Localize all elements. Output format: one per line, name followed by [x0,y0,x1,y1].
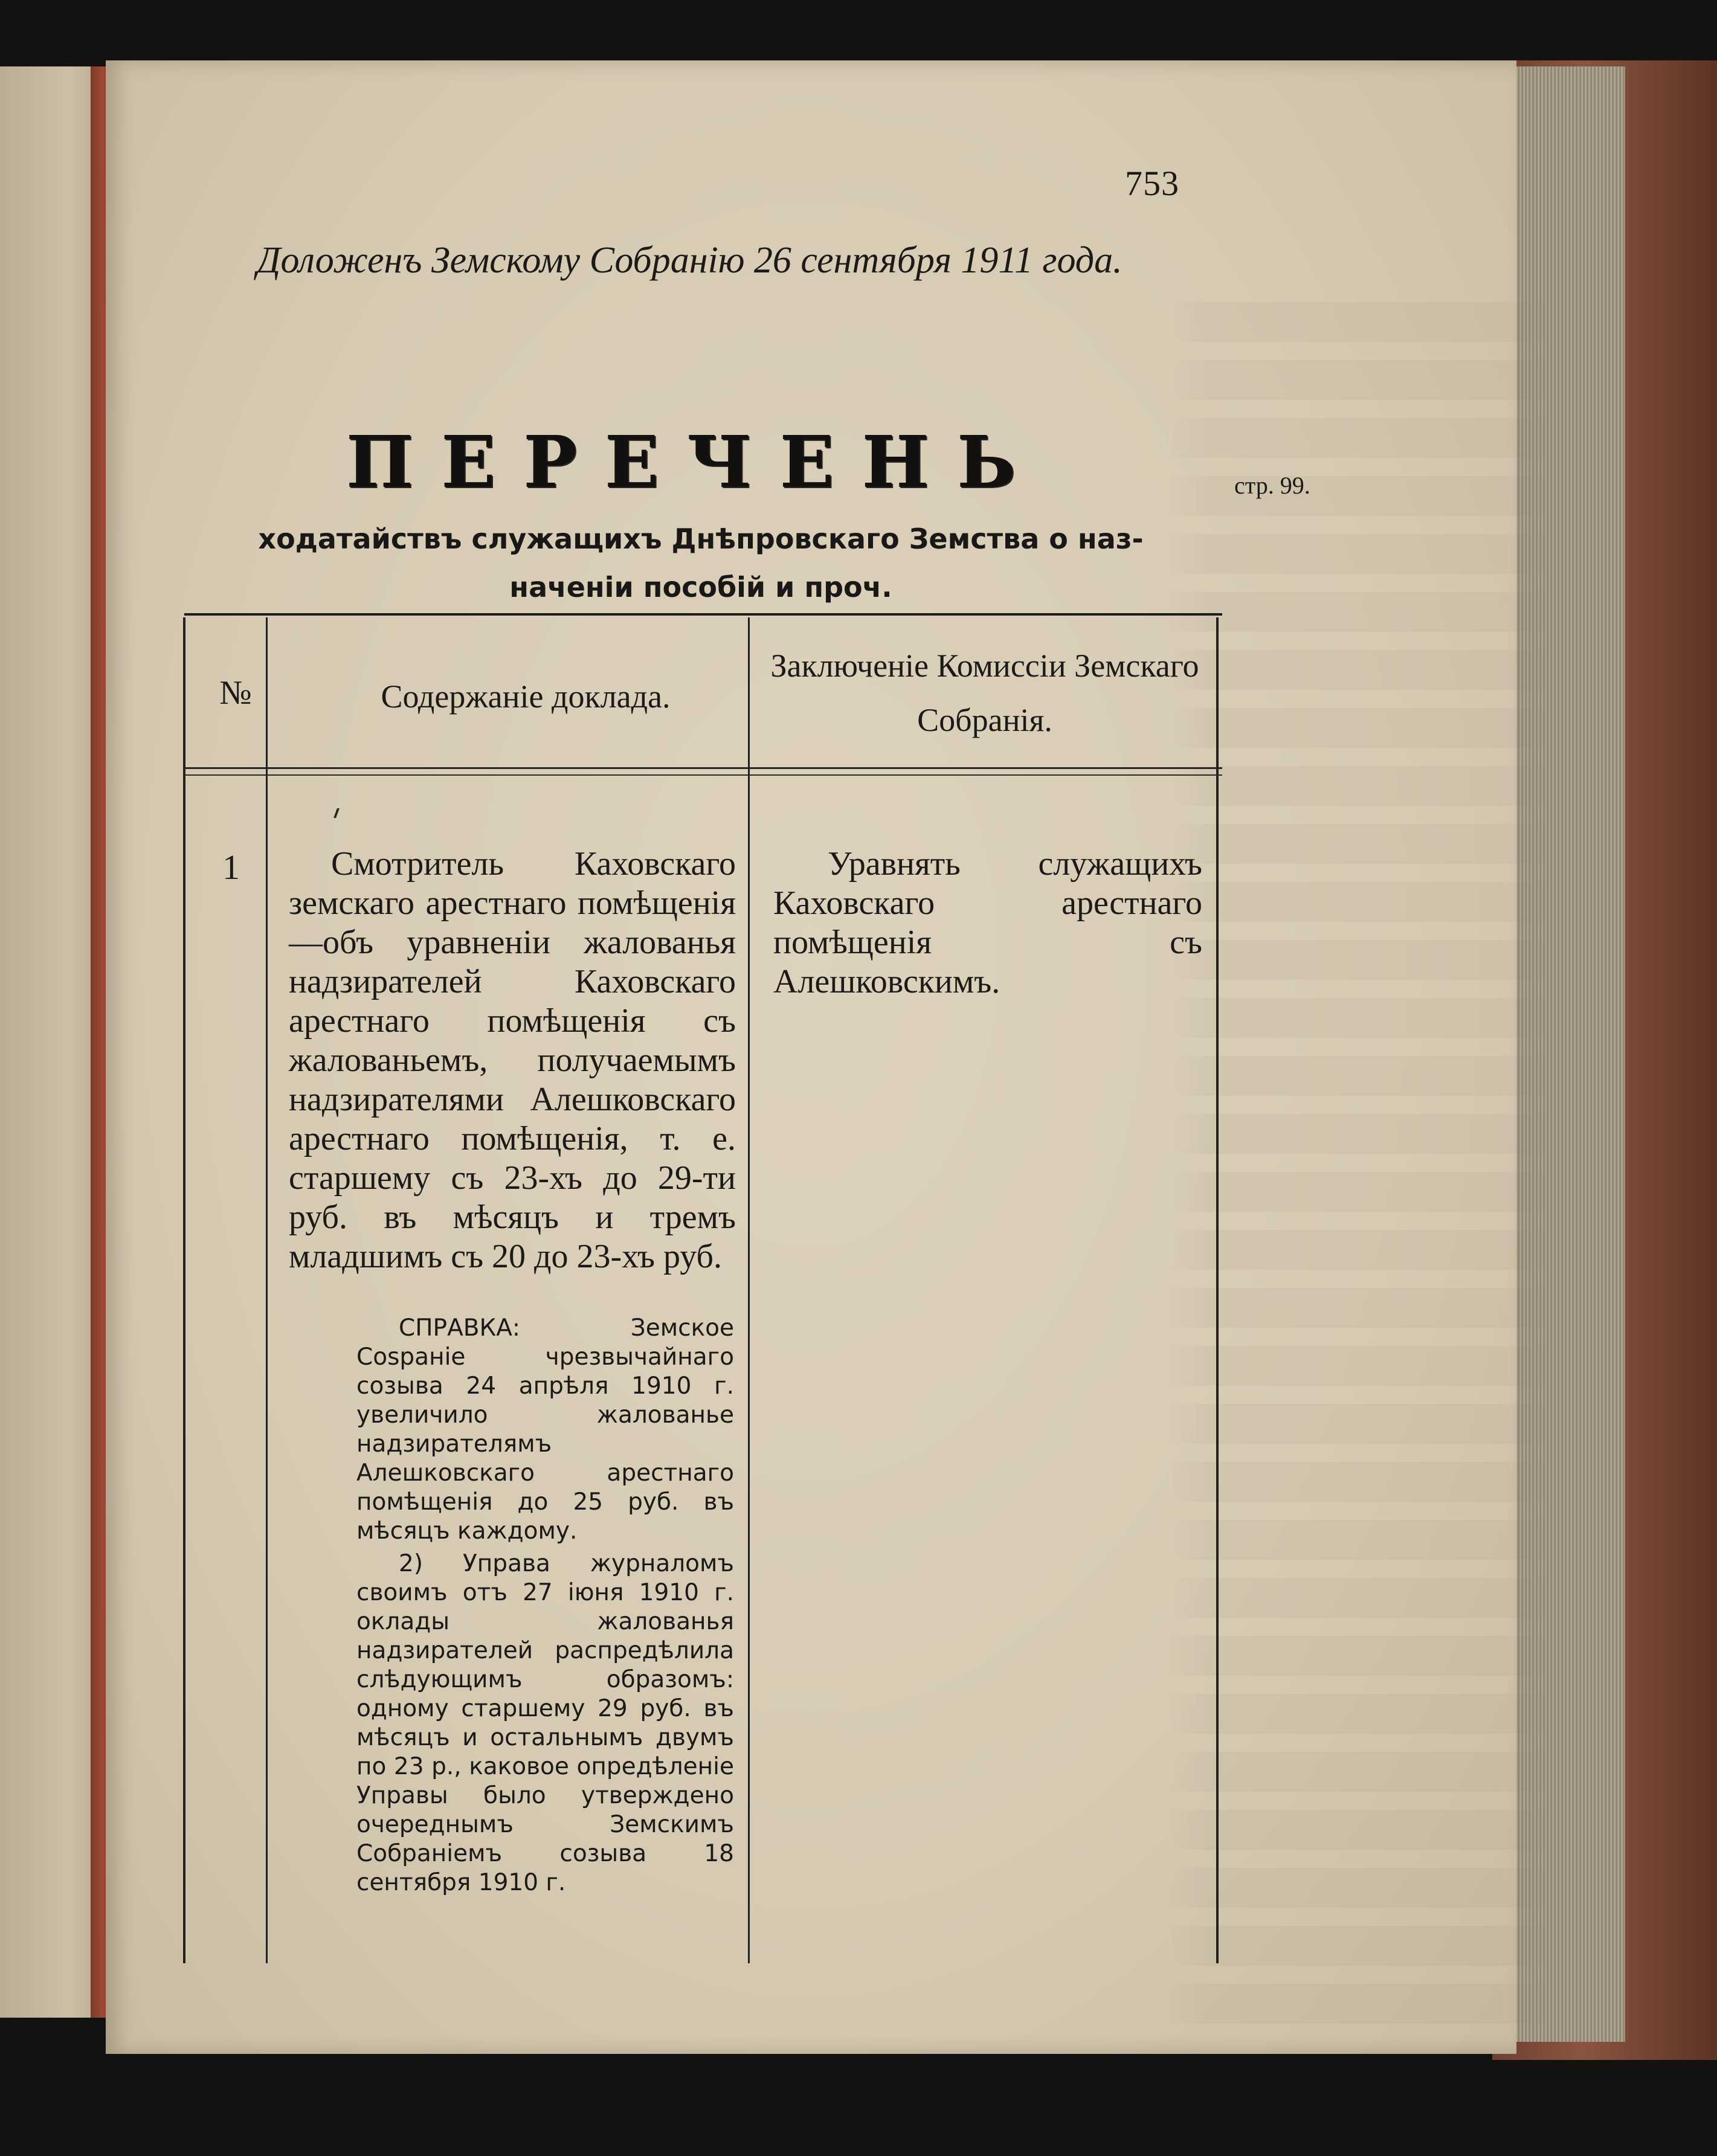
presented-line: Доложенъ Земскому Собранію 26 сентября 1911 года. [257,240,1123,281]
subtitle-line-1: ходатайствъ служащихъ Днѣпровскаго Земства о наз- [258,523,1144,555]
table-top-rule [184,613,1222,616]
table-header-rule [184,767,1222,769]
margin-page-reference: стр. 99. [1234,472,1310,499]
row-content: Смотритель Каховскаго земскаго арестнаго помѣщенія—объ уравненіи жалованья надзирателей Каховскаго арестнаго помѣщенія съ жалованьемъ, получаемымъ надзирателями Алешковскаго арестнаго помѣщенія, т. е. старшему съ 23-хъ до 29-ти руб. въ мѣсяцъ и тремъ младшимъ съ 20 до 23-хъ руб. [289,845,736,1275]
bleed-through-texture [1169,302,1556,2054]
row-number: 1 [222,848,240,887]
row-note-reference: СПРАВКА: Земское Соsраніе чрезвычайнаго созыва 24 апрѣля 1910 г. увеличило жалованье надзирателямъ Алешковскаго арестнаго помѣщенія до 25 руб. въ мѣсяцъ каждому. [356,1315,734,1545]
page-number: 753 [1125,164,1179,203]
header-conclusion: Заключеніе Комиссіи Земскаго Собранія. [770,648,1199,738]
table-border-right [1216,617,1219,1963]
subtitle-line-2: наченіи пособій и проч. [509,571,892,603]
page-subtitle [181,515,1220,611]
row-conclusion: Уравнять служащихъ Каховскаго арестнаго помѣщенія съ Алешковскимъ. [773,845,1202,1000]
table-column-divider-2 [748,617,750,1963]
page-title: ПЕРЕЧЕНЬ [346,420,1044,504]
row-note-2: 2) Управа журналомъ своимъ отъ 27 іюня 1910 г. оклады жалованья надзирателей распредѣлила слѣдующимъ образомъ: одному старшему 29 руб. въ мѣсяцъ и остальнымъ двумъ по 23 р., каковое опредѣленіе Управы было утверждено очереднымъ Земскимъ Собраніемъ созыва 18 сентября 1910 г. [356,1550,734,1896]
table-column-divider-1 [266,617,268,1963]
header-number: № [219,674,252,712]
table-header-rule-double [184,774,1222,776]
table-border-left [183,617,185,1963]
header-content: Содержаніе доклада. [381,678,671,715]
